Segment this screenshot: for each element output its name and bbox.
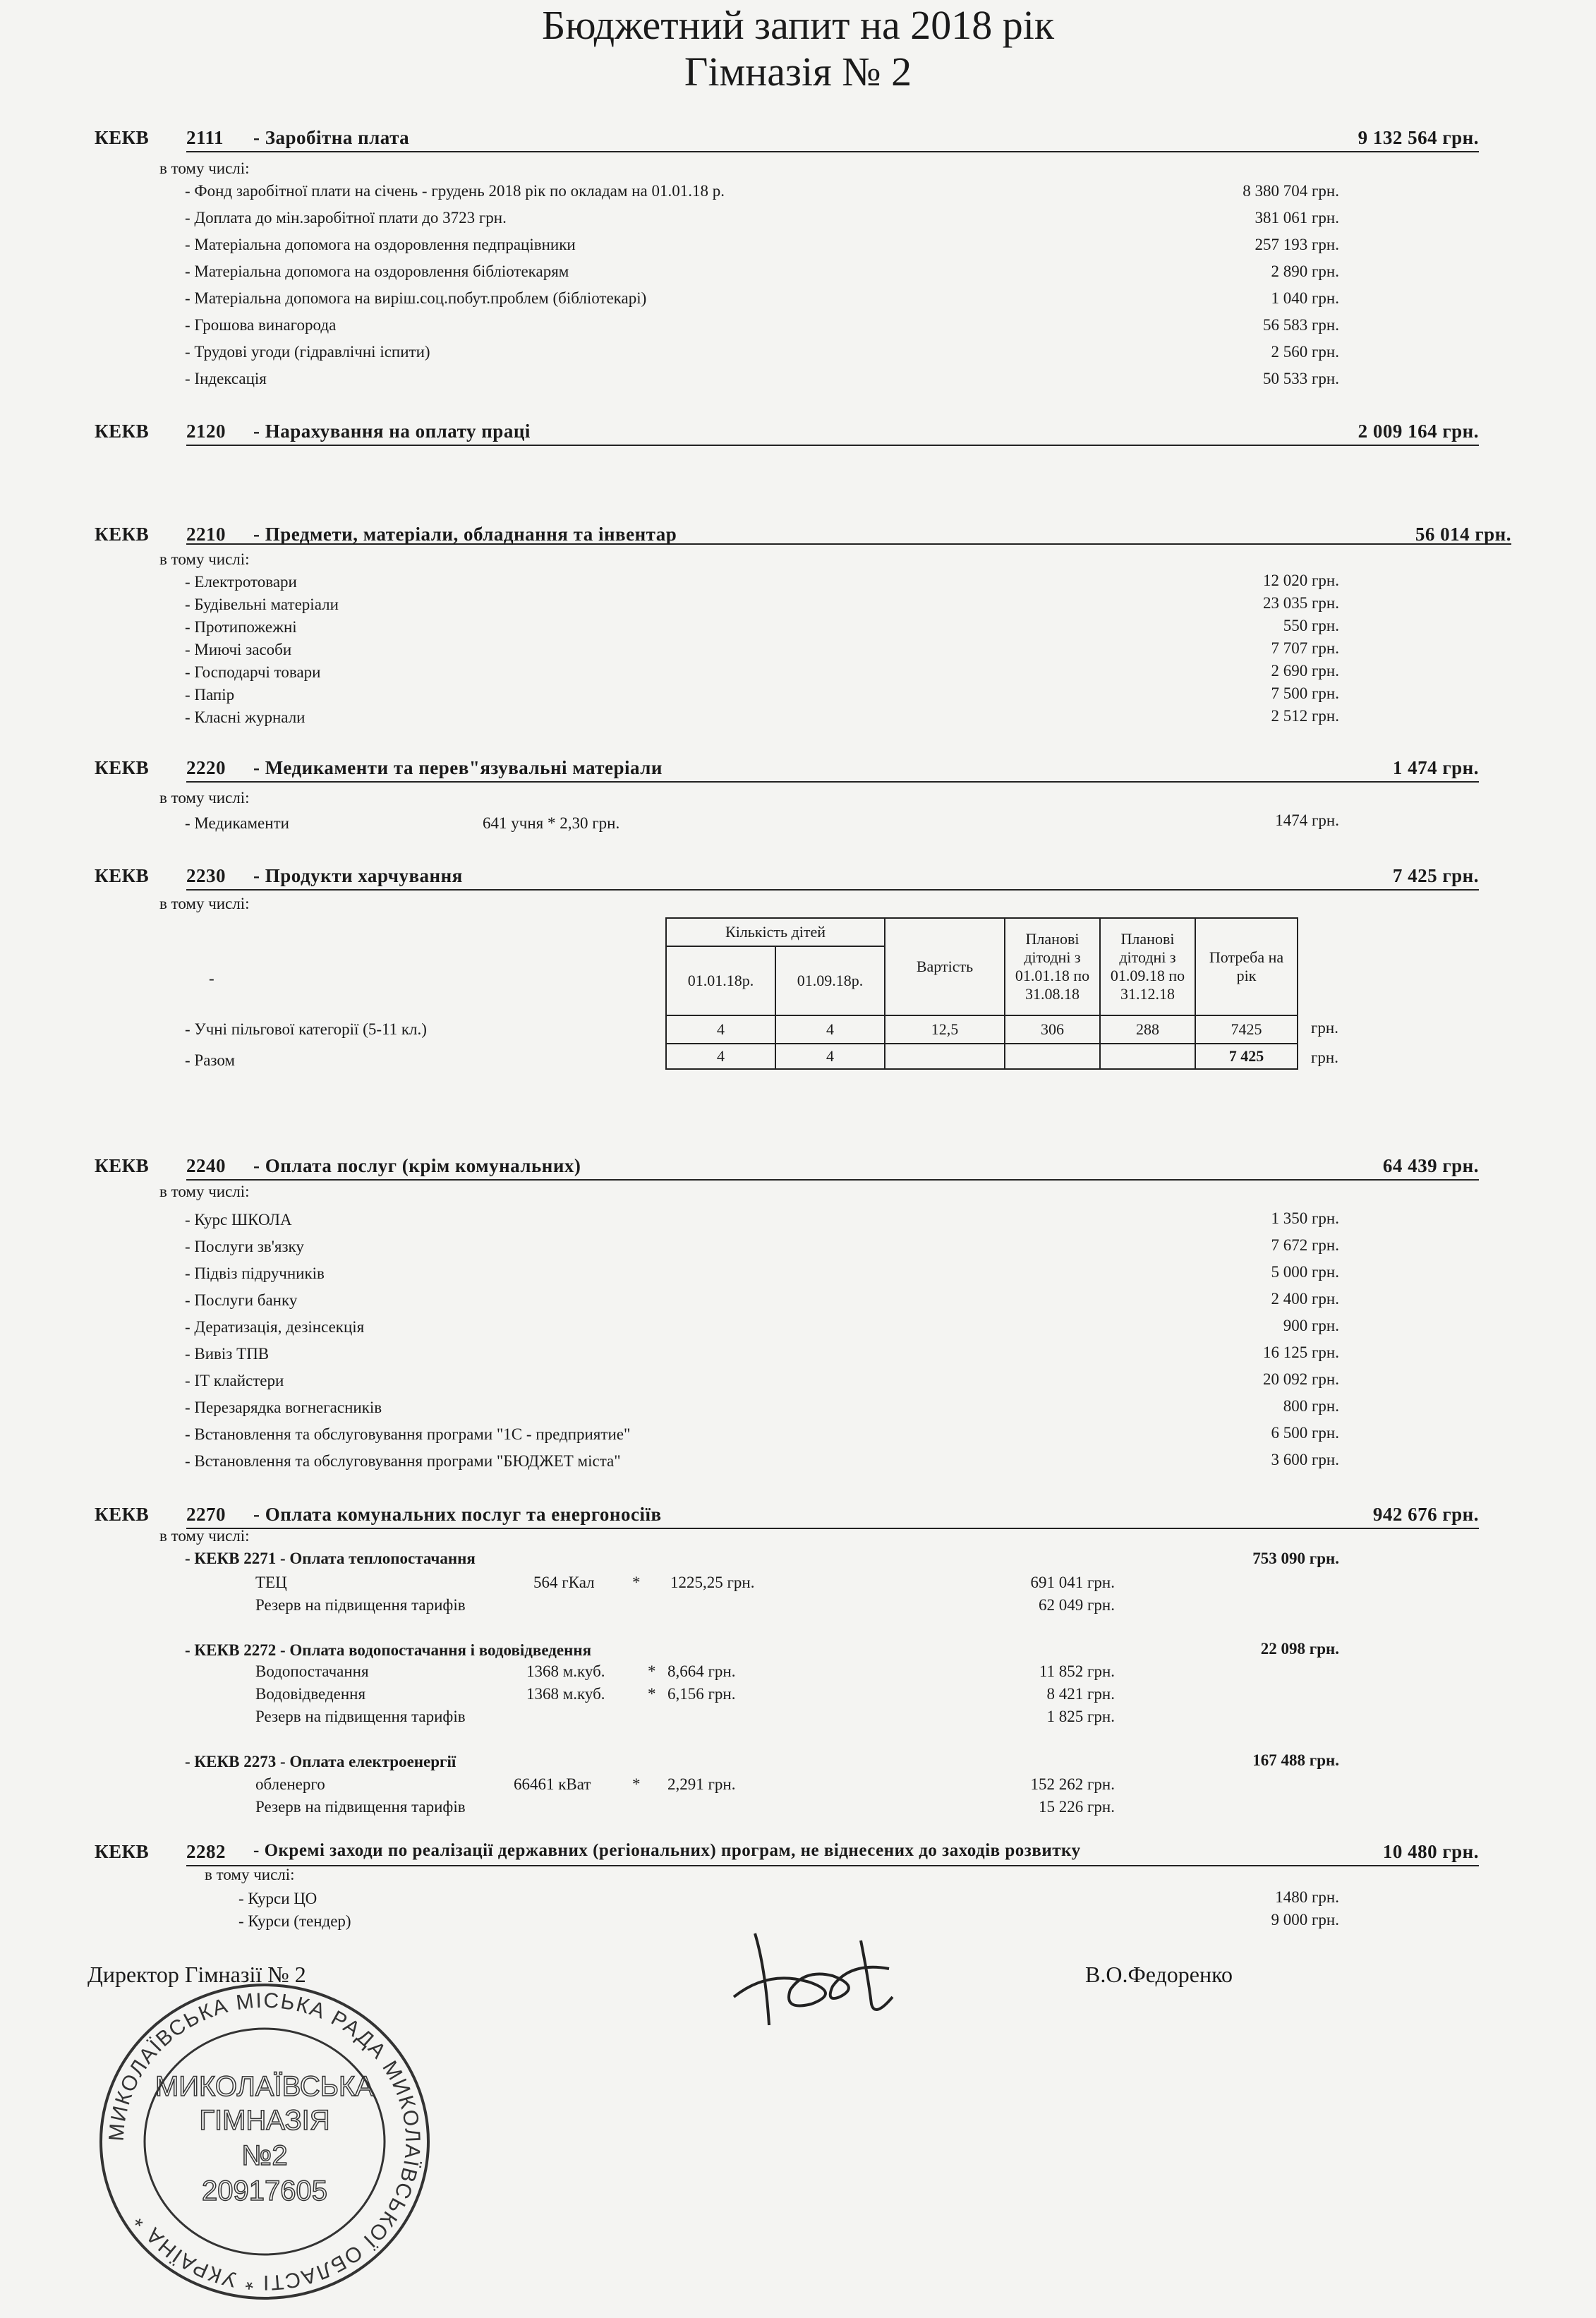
- line-star: *: [648, 1685, 656, 1703]
- kekv-name: - Окремі заходи по реалізації державних (регіональних) програм, не віднесених до заходів розвитку: [253, 1841, 1081, 1860]
- svg-text:20917605: 20917605: [202, 2175, 327, 2207]
- kekv-code: 2282: [186, 1841, 226, 1862]
- cell-c2: 4: [775, 1015, 885, 1044]
- kekv-label: КЕКВ: [95, 1504, 150, 1525]
- signatory-position: Директор Гімназії № 2: [87, 1962, 306, 1987]
- list-item: - Курси (тендер): [238, 1912, 351, 1930]
- line-qty: 1368 м.куб.: [526, 1662, 605, 1680]
- list-amount: 2 400 грн.: [1271, 1290, 1339, 1308]
- kekv-code: 2270: [186, 1504, 226, 1525]
- list-item: - Грошова винагорода: [185, 316, 337, 334]
- document-subtitle: Гімназія № 2: [684, 49, 912, 95]
- header-plan2: Планові дітодні з 01.09.18 по 31.12.18: [1100, 918, 1195, 1015]
- kekv-total: 1 474 грн.: [1392, 757, 1479, 778]
- kekv-code: 2230: [186, 865, 226, 886]
- line-qty: 66461 кВат: [514, 1775, 591, 1793]
- kekv-2111-header: [95, 127, 1479, 155]
- kekv-total: 56 014 грн.: [1415, 524, 1511, 545]
- underline: [186, 1179, 1479, 1181]
- underline: [186, 781, 1479, 783]
- list-amount: 2 560 грн.: [1271, 343, 1339, 361]
- list-amount: 1 040 грн.: [1271, 289, 1339, 307]
- list-item: - Курси ЦО: [238, 1890, 318, 1907]
- list-item: - Матеріальна допомога на оздоровлення бібліотекарям: [185, 262, 569, 280]
- kekv-2282-header: [95, 1841, 1479, 1869]
- incl-label: в тому числі:: [159, 159, 250, 177]
- list-item: - Будівельні матеріали: [185, 596, 339, 613]
- line-amount: 62 049 грн.: [1039, 1596, 1115, 1614]
- table-row-label: - Учні пільгової категорії (5-11 кл.): [185, 1020, 427, 1038]
- list-amount: 257 193 грн.: [1255, 236, 1339, 253]
- list-amount: 6 500 грн.: [1271, 1424, 1339, 1442]
- list-item: - Дератизація, дезінсекція: [185, 1318, 365, 1336]
- list-amount: 7 672 грн.: [1271, 1236, 1339, 1254]
- line-price: 8,664 грн.: [667, 1662, 736, 1680]
- unit-label: грн.: [1311, 1049, 1338, 1066]
- cell-p1: [1005, 1044, 1100, 1069]
- list-item: - Трудові угоди (гідравлічні іспити): [185, 343, 430, 361]
- line-star: *: [648, 1662, 656, 1680]
- kekv-2210-header: [95, 524, 1511, 552]
- unit-label: грн.: [1311, 1019, 1338, 1037]
- list-amount: 2 890 грн.: [1271, 262, 1339, 280]
- list-item: - Матеріальна допомога на виріш.соц.побут.проблем (бібліотекарі): [185, 289, 647, 307]
- svg-text:МИКОЛАЇВСЬКА: МИКОЛАЇВСЬКА: [155, 2071, 375, 2102]
- kekv-label: КЕКВ: [95, 757, 150, 778]
- list-item: - Класні журнали: [185, 708, 306, 726]
- list-amount: 23 035 грн.: [1263, 594, 1339, 612]
- header-cost: Вартість: [885, 918, 1005, 1015]
- svg-text:МИКОЛАЇВСЬКА МІСЬКА РАДА МИКОЛ: МИКОЛАЇВСЬКА МІСЬКА РАДА МИКОЛАЇВСЬКОЇ ОБЛАСТІ * УКРАЇНА *: [104, 1988, 425, 2295]
- list-amount: 381 061 грн.: [1255, 209, 1339, 227]
- list-amount: 2 690 грн.: [1271, 662, 1339, 680]
- line-amount: 152 262 грн.: [1030, 1775, 1115, 1793]
- kekv-label: КЕКВ: [95, 524, 150, 545]
- list-amount: 900 грн.: [1283, 1317, 1339, 1334]
- kekv-name: - Заробітна плата: [253, 127, 410, 148]
- list-amount: 2 512 грн.: [1271, 707, 1339, 725]
- kekv-total: 10 480 грн.: [1382, 1841, 1479, 1862]
- list-amount: 16 125 грн.: [1263, 1344, 1339, 1361]
- line-label: ТЕЦ: [255, 1574, 287, 1591]
- kekv-name: - Продукти харчування: [253, 865, 463, 886]
- kekv-total: 942 676 грн.: [1372, 1504, 1479, 1525]
- kekv-2240-header: [95, 1155, 1479, 1183]
- list-item: - Медикаменти: [185, 814, 289, 832]
- kekv-total: 2 009 164 грн.: [1358, 421, 1479, 442]
- incl-label: в тому числі:: [159, 895, 250, 912]
- list-item: - Вивіз ТПВ: [185, 1345, 270, 1363]
- kekv-2220-header: [95, 757, 1479, 785]
- list-item: - Послуги банку: [185, 1291, 298, 1309]
- kekv-total: 9 132 564 грн.: [1358, 127, 1479, 148]
- underline: [186, 543, 1511, 545]
- kekv-2270-header: [95, 1504, 1479, 1532]
- list-amount: 7 500 грн.: [1271, 684, 1339, 702]
- list-amount: 5 000 грн.: [1271, 1263, 1339, 1281]
- kekv-label: КЕКВ: [95, 127, 150, 148]
- kekv-2230-header: [95, 865, 1479, 893]
- line-label: Резерв на підвищення тарифів: [255, 1596, 466, 1614]
- kekv-code: 2240: [186, 1155, 226, 1176]
- list-item: - Доплата до мін.заробітної плати до 3723 грн.: [185, 209, 507, 227]
- line-label: Водопостачання: [255, 1662, 369, 1680]
- line-label: обленерго: [255, 1775, 325, 1793]
- underline: [186, 445, 1479, 446]
- header-need: Потреба на рік: [1195, 918, 1298, 1015]
- list-item: - Курс ШКОЛА: [185, 1211, 292, 1229]
- kekv-total: 7 425 грн.: [1392, 865, 1479, 886]
- table-row-label: - Разом: [185, 1051, 235, 1069]
- list-amount: 1 350 грн.: [1271, 1209, 1339, 1227]
- svg-text:№2: №2: [241, 2140, 288, 2171]
- kekv-label: КЕКВ: [95, 1841, 150, 1862]
- cell-p2: 288: [1100, 1015, 1195, 1044]
- line-amount: 11 852 грн.: [1039, 1662, 1115, 1680]
- signatory-name: В.О.Федоренко: [1085, 1962, 1233, 1987]
- list-item: - ІТ клайстери: [185, 1372, 284, 1389]
- list-amount: 800 грн.: [1283, 1397, 1339, 1415]
- kekv-code: 2220: [186, 757, 226, 778]
- underline: [186, 889, 1479, 891]
- subsection-total: 167 488 грн.: [1252, 1751, 1339, 1769]
- list-item: - Протипожежні: [185, 618, 297, 636]
- list-amount: 3 600 грн.: [1271, 1451, 1339, 1468]
- line-star: *: [632, 1775, 641, 1793]
- kekv-label: КЕКВ: [95, 865, 150, 886]
- cell-need: 7 425: [1195, 1044, 1298, 1069]
- list-item: - Перезарядка вогнегасників: [185, 1399, 382, 1416]
- list-item: - Матеріальна допомога на оздоровлення педпрацівники: [185, 236, 576, 253]
- line-qty: 1368 м.куб.: [526, 1685, 605, 1703]
- line-label: Резерв на підвищення тарифів: [255, 1798, 466, 1816]
- list-item: - Послуги зв'язку: [185, 1238, 304, 1255]
- underline: [186, 1865, 1479, 1866]
- line-amount: 1 825 грн.: [1046, 1708, 1115, 1725]
- cell-c1: 4: [666, 1015, 775, 1044]
- list-amount: 1474 грн.: [1275, 811, 1339, 829]
- line-price: 1225,25 грн.: [670, 1574, 755, 1591]
- cell-p2: [1100, 1044, 1195, 1069]
- document-title: Бюджетний запит на 2018 рік: [541, 2, 1055, 48]
- incl-label: в тому числі:: [159, 550, 250, 568]
- dash-mark: -: [209, 970, 214, 987]
- kekv-total: 64 439 грн.: [1382, 1155, 1479, 1176]
- underline: [186, 1528, 1479, 1529]
- underline: [186, 151, 1479, 152]
- list-amount: 8 380 704 грн.: [1243, 182, 1339, 200]
- list-item: - Папір: [185, 686, 235, 704]
- list-amount: 550 грн.: [1283, 617, 1339, 634]
- list-amount: 20 092 грн.: [1263, 1370, 1339, 1388]
- subsection-2271: - КЕКВ 2271 - Оплата теплопостачання: [185, 1550, 476, 1567]
- cell-need: 7425: [1195, 1015, 1298, 1044]
- kekv-name: - Нарахування на оплату праці: [253, 421, 531, 442]
- list-item: - Підвіз підручників: [185, 1264, 325, 1282]
- kekv-code: 2111: [186, 127, 224, 148]
- subsection-total: 22 098 грн.: [1260, 1640, 1339, 1658]
- line-label: Водовідведення: [255, 1685, 366, 1703]
- line-price: 2,291 грн.: [667, 1775, 736, 1793]
- list-amount: 7 707 грн.: [1271, 639, 1339, 657]
- line-amount: 15 226 грн.: [1039, 1798, 1115, 1816]
- cell-cost: [885, 1044, 1005, 1069]
- subsection-2273: - КЕКВ 2273 - Оплата електроенергії: [185, 1753, 457, 1770]
- header-date2: 01.09.18р.: [775, 946, 885, 1015]
- header-plan1: Планові дітодні з 01.01.18 по 31.08.18: [1005, 918, 1100, 1015]
- food-table: [665, 917, 1298, 1070]
- list-item: - Господарчі товари: [185, 663, 321, 681]
- official-stamp: [92, 1976, 437, 2307]
- kekv-code: 2210: [186, 524, 226, 545]
- line-amount: 691 041 грн.: [1030, 1574, 1115, 1591]
- header-children: Кількість дітей: [666, 918, 885, 946]
- list-amount: 50 533 грн.: [1263, 370, 1339, 387]
- calc-note: 641 учня * 2,30 грн.: [483, 814, 620, 832]
- kekv-name: - Оплата комунальних послуг та енергоносіїв: [253, 1504, 662, 1525]
- kekv-2120-header: [95, 421, 1479, 449]
- line-amount: 8 421 грн.: [1046, 1685, 1115, 1703]
- list-amount: 56 583 грн.: [1263, 316, 1339, 334]
- list-amount: 1480 грн.: [1275, 1888, 1339, 1906]
- line-price: 6,156 грн.: [667, 1685, 736, 1703]
- line-qty: 564 гКал: [533, 1574, 595, 1591]
- line-label: Резерв на підвищення тарифів: [255, 1708, 466, 1725]
- header-date1: 01.01.18р.: [666, 946, 775, 1015]
- list-amount: 9 000 грн.: [1271, 1911, 1339, 1928]
- kekv-name: - Оплата послуг (крім комунальних): [253, 1155, 581, 1176]
- list-item: - Встановлення та обслуговування програми "1С - предприятие": [185, 1425, 631, 1443]
- list-item: - Фонд заробітної плати на січень - грудень 2018 рік по окладам на 01.01.18 р.: [185, 182, 725, 200]
- kekv-label: КЕКВ: [95, 421, 150, 442]
- list-item: - Індексація: [185, 370, 267, 387]
- kekv-name: - Предмети, матеріали, обладнання та інвентар: [253, 524, 677, 545]
- list-amount: 12 020 грн.: [1263, 572, 1339, 589]
- handwritten-signature: [727, 1919, 910, 2039]
- cell-p1: 306: [1005, 1015, 1100, 1044]
- kekv-code: 2120: [186, 421, 226, 442]
- incl-label: в тому числі:: [205, 1866, 295, 1883]
- list-item: - Електротовари: [185, 573, 297, 591]
- kekv-name: - Медикаменти та перев"язувальні матеріали: [253, 757, 663, 778]
- cell-c1: 4: [666, 1044, 775, 1069]
- cell-cost: 12,5: [885, 1015, 1005, 1044]
- svg-text:ГІМНАЗІЯ: ГІМНАЗІЯ: [199, 2105, 330, 2136]
- list-item: - Миючі засоби: [185, 641, 292, 658]
- list-item: - Встановлення та обслуговування програми "БЮДЖЕТ міста": [185, 1452, 621, 1470]
- subsection-2272: - КЕКВ 2272 - Оплата водопостачання і водовідведення: [185, 1641, 592, 1659]
- incl-label: в тому числі:: [159, 789, 250, 807]
- line-star: *: [632, 1574, 641, 1591]
- incl-label: в тому числі:: [159, 1183, 250, 1200]
- incl-label: в тому числі:: [159, 1527, 250, 1545]
- kekv-label: КЕКВ: [95, 1155, 150, 1176]
- subsection-total: 753 090 грн.: [1252, 1550, 1339, 1567]
- cell-c2: 4: [775, 1044, 885, 1069]
